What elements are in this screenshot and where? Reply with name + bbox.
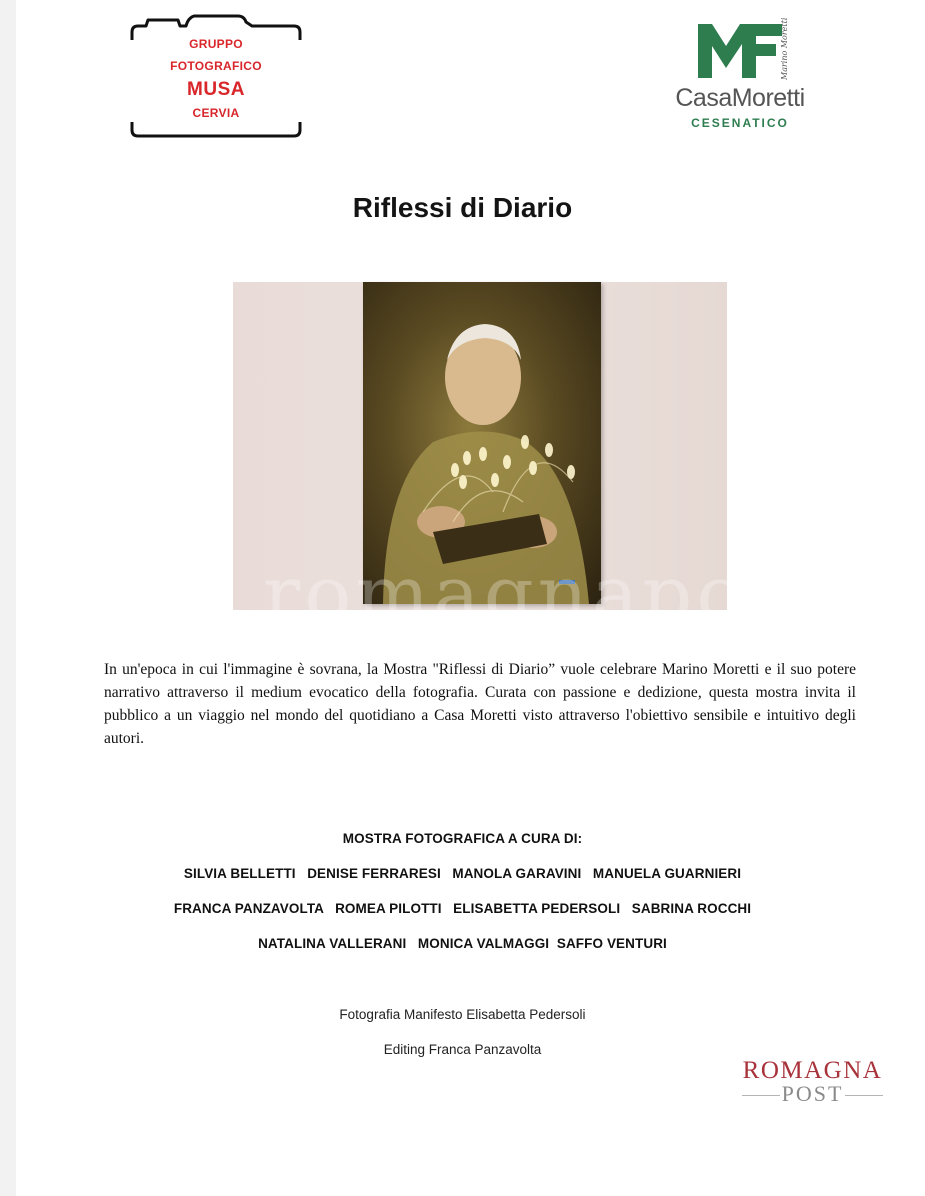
romagna-post-top: ROMAGNA bbox=[742, 1057, 883, 1084]
casa-moretti-place: CESENATICO bbox=[691, 116, 789, 130]
credits-row-3: NATALINA VALLERANI MONICA VALMAGGI SAFFO VENTURI bbox=[258, 936, 667, 951]
photo-credit: Fotografia Manifesto Elisabetta Pedersoli bbox=[339, 1007, 586, 1022]
credits-row-1: SILVIA BELLETTI DENISE FERRARESI MANOLA GARAVINI MANUELA GUARNIERI bbox=[183, 866, 742, 881]
romagna-post-logo bbox=[730, 1058, 895, 1118]
romagna-post-bottom: POST bbox=[730, 1083, 895, 1105]
credits-row-2: FRANCA PANZAVOLTA ROMEA PILOTTI ELISABETTA PEDERSOLI SABRINA ROCCHI bbox=[173, 901, 752, 916]
casa-moretti-logo bbox=[652, 18, 832, 138]
credits-heading: MOSTRA FOTOGRAFICA A CURA DI: bbox=[342, 831, 583, 846]
casa-moretti-name: CasaMoretti bbox=[675, 84, 805, 112]
casa-moretti-signature: Marino Moretti bbox=[780, 17, 789, 80]
musa-line-fotografico: FOTOGRAFICO bbox=[170, 59, 262, 73]
musa-line-musa: MUSA bbox=[187, 79, 245, 100]
musa-line-cervia: CERVIA bbox=[192, 106, 240, 120]
page-title: Riflessi di Diario bbox=[352, 192, 573, 223]
photo-watermark: romagnapost bbox=[263, 550, 827, 640]
musa-logo bbox=[130, 10, 302, 140]
musa-line-gruppo: GRUPPO bbox=[189, 37, 243, 51]
poster-photo bbox=[233, 282, 827, 640]
description-paragraph: In un'epoca in cui l'immagine è sovrana, la Mostra "Riflessi di Diario” vuole celebrare Marino Moretti e il suo potere narrativo attraverso il medium evocatico della fotografia. Curata con passione e dedizione, questa mostra invita il pubblico a un viaggio nel mondo del quotidiano a Casa Moretti visto attraverso l'obiettivo sensibile e intuitivo degli autori. bbox=[104, 661, 856, 747]
editing-credit: Editing Franca Panzavolta bbox=[383, 1042, 542, 1057]
casa-moretti-mark-icon bbox=[696, 20, 784, 80]
